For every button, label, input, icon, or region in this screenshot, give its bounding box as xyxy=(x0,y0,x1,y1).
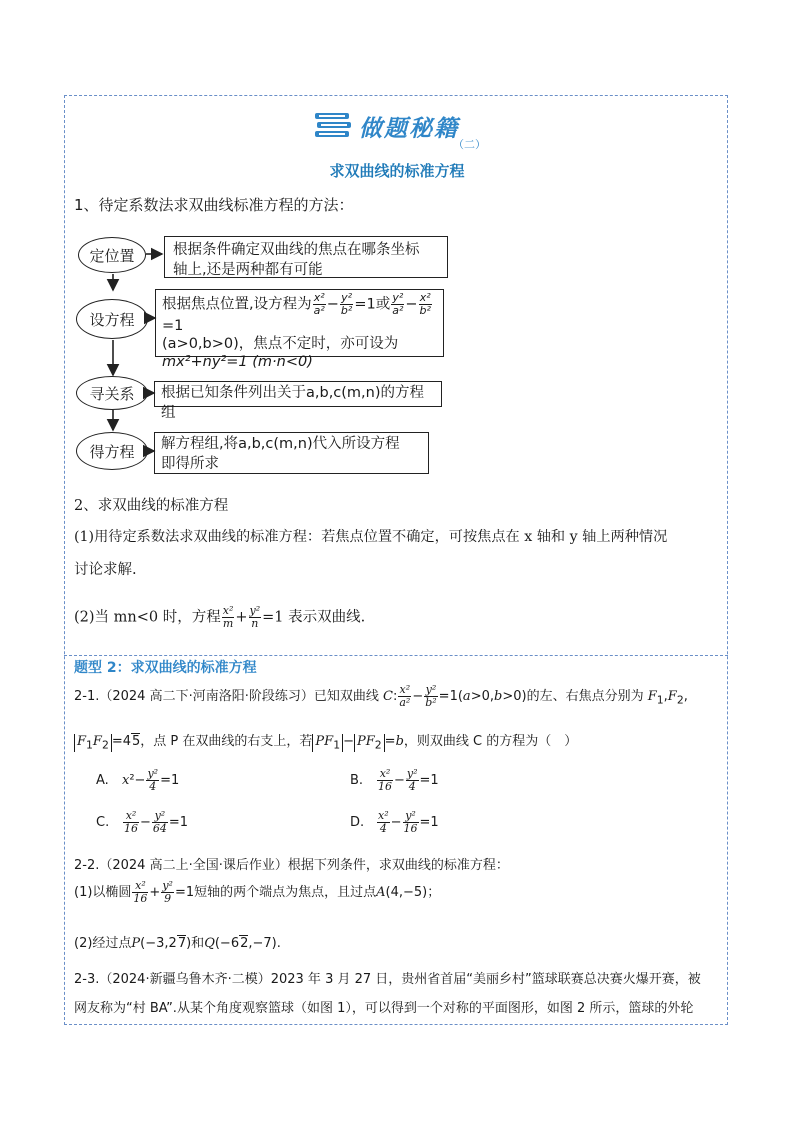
flow-desc-solve xyxy=(154,432,429,474)
fraction: $\frac{\text{y²}}{9}$ xyxy=(162,879,173,906)
q1-line2-c: ，则双曲线 C 的方程为（ ） xyxy=(403,734,578,749)
banner-title: 做题秘籍 xyxy=(359,115,459,142)
flow-desc-solve-line1: 解方程组,将a,b,c(m,n)代入所设方程 xyxy=(161,436,400,452)
flow-desc-solve-line2: 即得所求 xyxy=(161,455,219,472)
flow-step-solve: 得方程 xyxy=(76,432,148,470)
flow-step-relate: 寻关系 xyxy=(76,376,148,410)
section2-item2: (2)当 mn<0 时，方程 $\frac{\text{x²}}{m}$ + $\frac{\text{y²}}{n}$ =1 表示双曲线. xyxy=(74,604,366,631)
section2-item2-pre: (2)当 mn<0 时，方程 xyxy=(74,609,221,626)
q2-line1: 2-2.（2024 高二上·全国·课后作业）根据下列条件，求双曲线的标准方程： xyxy=(74,858,509,873)
books-icon xyxy=(313,110,353,144)
page-title: 求双曲线的标准方程 xyxy=(329,162,465,180)
q1-line2: $F_1F_2 =45$，点 P 在双曲线的右支上，若 $PF_1 - PF_2 =b$，则双曲线 C 的方程为（ ） xyxy=(74,730,577,752)
banner xyxy=(313,108,503,152)
flow-desc-locate xyxy=(164,236,448,278)
section2-item2-post: =1 表示双曲线. xyxy=(262,609,366,626)
flow-desc-setup xyxy=(155,289,444,371)
section2-item1-line1: (1)用待定系数法求双曲线的标准方程：若焦点位置不确定，可按焦点在 x 轴和 y 轴上两种情况 xyxy=(74,529,668,545)
fraction: $\frac{\text{y²}}{4}$ xyxy=(406,767,418,794)
q1-line1-b: 的左、右焦点分别为 xyxy=(526,689,644,705)
fraction: $\frac{\text{y²}}{\text{a²}}$ xyxy=(392,291,404,318)
fraction: $\frac{\text{y²}}{n}$ xyxy=(249,604,261,631)
q2-part2: (2)经过点P(−3,27)和Q(−62,−7). xyxy=(74,936,281,951)
fraction: $\frac{\text{x²}}{\text{a²}}$ xyxy=(399,683,411,710)
fraction: $\frac{\text{x²}}{16}$ xyxy=(378,767,392,794)
fraction: $\frac{\text{y²}}{\text{b²}}$ xyxy=(340,291,353,318)
q1-option-d[interactable]: D. $\frac{\text{x²}}{4}$ − $\frac{\text{y²}}{16}$ =1 xyxy=(350,809,439,836)
flow-desc-locate-line2: 轴上,还是两种都有可能 xyxy=(173,261,323,278)
divider xyxy=(64,655,728,656)
q1-option-c[interactable]: C. $\frac{\text{x²}}{16}$ − $\frac{\text{y²}}{64}$ =1 xyxy=(96,809,189,836)
fraction: $\frac{\text{x²}}{4}$ xyxy=(378,809,389,836)
q2-part1-a: (1)以椭圆 xyxy=(74,885,132,901)
flow-step-setup: 设方程 xyxy=(76,299,148,339)
q2-part2-b: 和 xyxy=(191,936,205,951)
fraction: $\frac{\text{x²}}{\text{b²}}$ xyxy=(419,291,431,318)
q1-line1: 2-1.（2024 高二下·河南洛阳·阶段练习）已知双曲线 C: $\frac{\text{x²}}{\text{a²}}$ − $\frac{\text{y²}}{\text{b²}}$ =1(a>0,b>0)的左、右焦点分别为 $F_1,F_2$, xyxy=(74,683,688,710)
q3-line1: 2-3.（2024·新疆乌鲁木齐·二模）2023 年 3 月 27 日，贵州省首届“美丽乡村”篮球联赛总决赛火爆开赛，被 xyxy=(74,972,701,987)
fraction: $\frac{\text{y²}}{\text{b²}}$ xyxy=(425,683,437,710)
flow-desc-setup-or: 或 xyxy=(375,296,391,313)
flow-desc-setup-line2: (a>0,b>0)，焦点不定时，亦可设为 xyxy=(162,336,399,353)
q2-part1: (1)以椭圆 $\frac{\text{x²}}{16}$ + $\frac{\text{y²}}{9}$ =1短轴的两个端点为焦点，且过点A(4,−5)； xyxy=(74,879,441,906)
fraction: $\frac{\text{y²}}{64}$ xyxy=(152,809,167,836)
option-label: D. xyxy=(350,815,365,831)
option-label: C. xyxy=(96,815,110,831)
flow-desc-relate: 根据已知条件列出关于a,b,c(m,n)的方程组 xyxy=(154,381,442,407)
flow-desc-setup-line1: 根据焦点位置,设方程为 $\frac{\text{x²}}{\text{a²}}$ − $\frac{\text{y²}}{\text{b²}}$ =1或 $\frac{\text{y²}}{\text{a²}}$ − $\frac{\text{x²}}{\text{b²}}$ =1 xyxy=(162,291,431,335)
fraction: $\frac{\text{y²}}{16}$ xyxy=(403,809,418,836)
type-title: 题型 2：求双曲线的标准方程 xyxy=(74,660,257,676)
fraction: $\frac{\text{x²}}{m}$ xyxy=(222,604,234,631)
q1-option-b[interactable]: B. $\frac{\text{x²}}{16}$ − $\frac{\text{y²}}{4}$ =1 xyxy=(350,767,439,794)
flow-step-locate: 定位置 xyxy=(78,237,146,273)
flow-desc-setup-line3: mx²+ny²=1 (m·n<0) xyxy=(162,354,313,371)
fraction: $\frac{\text{x²}}{\text{a²}}$ xyxy=(313,291,325,318)
fraction: $\frac{\text{x²}}{16}$ xyxy=(133,879,148,906)
section2-heading: 2、求双曲线的标准方程 xyxy=(74,498,229,514)
q1-line2-b: ，点 P 在双曲线的右支上，若 xyxy=(140,734,313,749)
option-label: A. xyxy=(96,773,109,789)
q2-part1-b: 短轴的两个端点为焦点，且过点 xyxy=(194,885,377,901)
flow-desc-locate-line1: 根据条件确定双曲线的焦点在哪条坐标 xyxy=(173,242,420,258)
q3-line2: 网友称为“村 BA”.从某个角度观察篮球（如图 1），可以得到一个对称的平面图形，如图 2 所示，篮球的外轮 xyxy=(74,1001,694,1016)
section1-heading: 1、待定系数法求双曲线标准方程的方法： xyxy=(74,196,354,214)
flow-desc-setup-text-a: 根据焦点位置,设方程为 xyxy=(162,296,312,313)
fraction: $\frac{\text{x²}}{16}$ xyxy=(124,809,138,836)
option-label: B. xyxy=(350,773,364,789)
banner-subtitle: （二） xyxy=(453,138,486,151)
section2-item1-line2: 讨论求解. xyxy=(74,562,137,578)
fraction: $\frac{\text{y²}}{4}$ xyxy=(147,767,159,794)
q1-option-a[interactable]: A. x²− $\frac{\text{y²}}{4}$ =1 xyxy=(96,767,180,794)
q1-line1-a: 2-1.（2024 高二下·河南洛阳·阶段练习）已知双曲线 xyxy=(74,689,379,705)
q2-part2-a: (2)经过点 xyxy=(74,936,132,951)
